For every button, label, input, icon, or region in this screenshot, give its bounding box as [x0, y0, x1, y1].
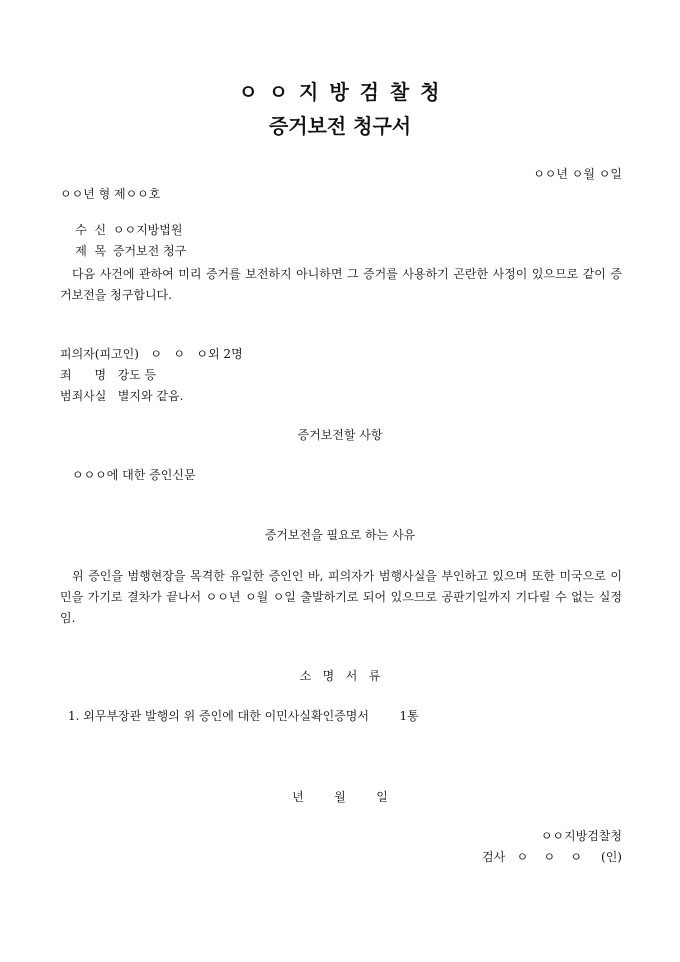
- intro-paragraph: 다음 사건에 관하여 미리 증거를 보전하지 아니하면 그 증거를 사용하기 곤란한 사정이 있으므로 같이 증거보전을 청구합니다.: [60, 267, 622, 302]
- evidence-item: 1. 외무부장관 발행의 위 증인에 대한 이민사실확인증명서 1통: [68, 709, 419, 723]
- section-heading-preservation: 증거보전할 사항: [297, 428, 383, 442]
- office-title: ㅇ ㅇ 지 방 검 찰 청: [238, 80, 442, 104]
- footer-date: 년 월 일: [292, 790, 388, 804]
- recipient-label: 수 신: [75, 223, 107, 237]
- section-heading-reason: 증거보전을 필요로 하는 사유: [264, 528, 416, 542]
- footer-office: ㅇㅇ지방검찰청: [540, 829, 622, 843]
- suspect-line: 피의자(피고인) ㅇ ㅇ ㅇ외 2명: [60, 347, 243, 361]
- reason-paragraph: 위 증인을 범행현장을 목격한 유일한 증인인 바, 피의자가 범행사실을 부인하고 있으며 또한 미국으로 이민을 가기로 결차가 끝나서 ㅇㅇ년 ㅇ월 ㅇ일 출발하기로 되어 있으므로 공판기일까지 기다릴 수 없는 실정임.: [60, 569, 622, 625]
- subject-value: 증거보전 청구: [112, 244, 187, 258]
- recipient-value: ㅇㅇ지방법원: [112, 223, 183, 237]
- preservation-content: ㅇㅇㅇ에 대한 증인신문: [72, 468, 196, 482]
- facts-line: 범죄사실 별지와 같음.: [60, 389, 184, 403]
- case-number: ㅇㅇ년 형 제ㅇㅇ호: [60, 187, 161, 201]
- subject-label: 제 목: [75, 244, 107, 258]
- section-heading-evidence: 소 명 서 류: [299, 669, 381, 683]
- document-date: ㅇㅇ년 ㅇ월 ㅇ일: [533, 167, 622, 181]
- document-title: 증거보전 청구서: [268, 114, 412, 138]
- charge-line: 죄 명 강도 등: [60, 368, 157, 382]
- footer-signer: 검사 ㅇ ㅇ ㅇ (인): [482, 850, 622, 864]
